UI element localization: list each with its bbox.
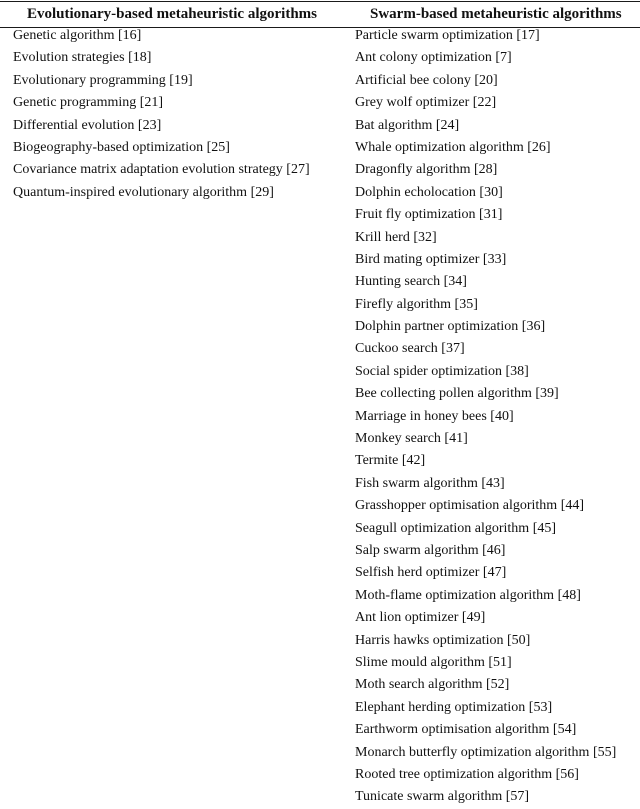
evolutionary-algorithms-list	[13, 25, 310, 204]
list-item: Covariance matrix adaptation evolution strategy [27]	[13, 162, 310, 178]
list-item: Grey wolf optimizer [22]	[355, 95, 497, 111]
list-item: Ant lion optimizer [49]	[355, 610, 486, 626]
swarm-algorithms-list	[355, 25, 616, 809]
list-item: Earthworm optimisation algorithm [54]	[355, 722, 577, 738]
list-item: Evolutionary programming [19]	[13, 72, 193, 88]
column-header-evolutionary: Evolutionary-based metaheuristic algorithms	[27, 6, 317, 22]
list-item: Genetic algorithm [16]	[13, 28, 142, 43]
list-item: Slime mould algorithm [51]	[355, 654, 512, 670]
list-item: Evolution strategies [18]	[13, 50, 152, 66]
list-item: Cuckoo search [37]	[355, 341, 465, 357]
list-item: Firefly algorithm [35]	[355, 296, 478, 312]
column-header-swarm: Swarm-based metaheuristic algorithms	[370, 6, 622, 22]
list-item: Dolphin echolocation [30]	[355, 184, 503, 200]
list-item: Fish swarm algorithm [43]	[355, 475, 505, 491]
list-item: Monarch butterfly optimization algorithm [55]	[355, 744, 617, 760]
list-item: Differential evolution [23]	[13, 117, 162, 133]
list-item: Harris hawks optimization [50]	[355, 632, 531, 648]
list-item: Termite [42]	[355, 453, 426, 469]
list-item: Bee collecting pollen algorithm [39]	[355, 386, 559, 402]
list-item: Fruit fly optimization [31]	[355, 207, 503, 223]
list-item: Bird mating optimizer [33]	[355, 251, 507, 267]
list-item: Selfish herd optimizer [47]	[355, 565, 507, 581]
list-item: Moth search algorithm [52]	[355, 677, 510, 693]
list-item: Rooted tree optimization algorithm [56]	[355, 766, 579, 782]
list-item: Quantum-inspired evolutionary algorithm [29]	[13, 184, 274, 200]
list-item: Dragonfly algorithm [28]	[355, 162, 498, 178]
list-item: Monkey search [41]	[355, 431, 468, 447]
list-item: Whale optimization algorithm [26]	[355, 139, 551, 155]
table-top-rule	[0, 1, 640, 2]
list-item: Seagull optimization algorithm [45]	[355, 520, 557, 536]
list-item: Social spider optimization [38]	[355, 363, 529, 379]
list-item: Particle swarm optimization [17]	[355, 28, 540, 43]
list-item: Moth-flame optimization algorithm [48]	[355, 587, 581, 603]
list-item: Bat algorithm [24]	[355, 117, 460, 133]
list-item: Hunting search [34]	[355, 274, 467, 290]
list-item: Krill herd [32]	[355, 229, 437, 245]
list-item: Salp swarm algorithm [46]	[355, 542, 506, 558]
list-item: Ant colony optimization [7]	[355, 50, 512, 66]
list-item: Artificial bee colony [20]	[355, 72, 498, 88]
list-item: Grasshopper optimisation algorithm [44]	[355, 498, 585, 514]
list-item: Tunicate swarm algorithm [57]	[355, 789, 530, 805]
list-item: Dolphin partner optimization [36]	[355, 319, 546, 335]
list-item: Elephant herding optimization [53]	[355, 699, 553, 715]
list-item: Genetic programming [21]	[13, 95, 164, 111]
list-item: Biogeography-based optimization [25]	[13, 139, 230, 155]
list-item: Marriage in honey bees [40]	[355, 408, 514, 424]
